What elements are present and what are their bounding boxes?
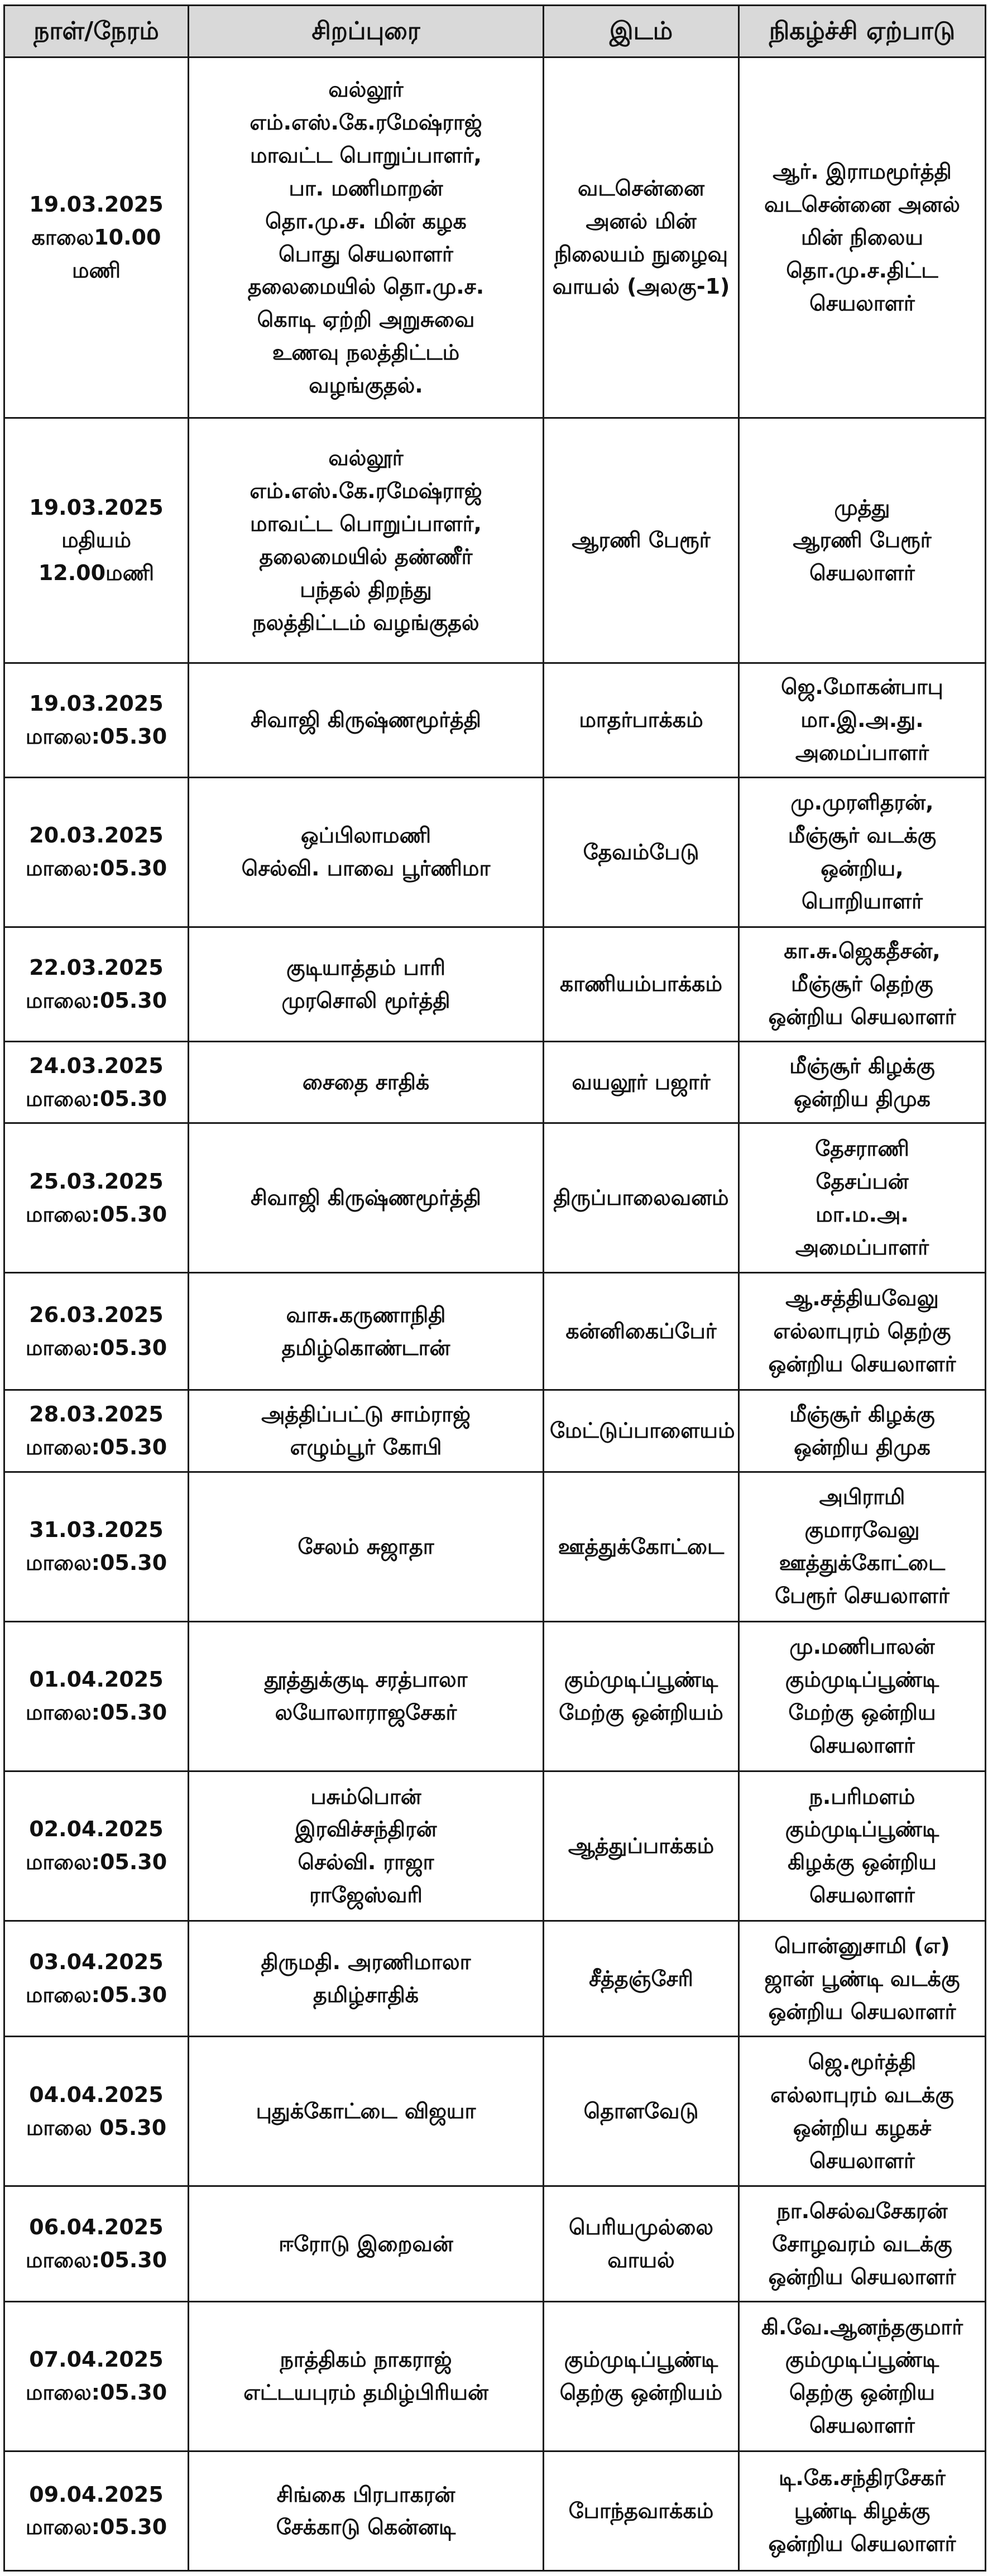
table-row [4,1273,986,1390]
cell-organizer-line: மேற்கு ஒன்றிய [788,1700,936,1725]
cell-organizer [739,1390,986,1472]
cell-organizer-line: எல்லாபுரம் தெற்கு [773,1319,951,1344]
table-row [4,927,986,1041]
cell-organizer [739,2186,986,2301]
table-row [4,663,986,777]
header-venue: இடம் [544,6,739,58]
cell-organizer [739,1041,986,1123]
cell-organizer-line: கா.சு.ஜெகதீசன், [784,939,941,964]
cell-speakers-line: அத்திப்பட்டு சாம்ராஜ் [261,1402,471,1426]
cell-venue-line: பெரியமுல்லை [568,2215,714,2240]
cell-speakers-line: நாத்திகம் நாகராஜ் [280,2347,452,2372]
cell-organizer-line: ஒன்றிய செயலாளர் [768,2531,956,2556]
cell-speakers-line: சைதை சாதிக் [302,1070,430,1095]
cell-organizer [739,1921,986,2037]
cell-date-time [4,2301,189,2451]
cell-organizer-line: பூண்டி கிழக்கு [794,2498,931,2523]
cell-speakers [189,418,544,663]
cell-organizer [739,1771,986,1921]
cell-organizer-line: ஆ.சத்தியவேலு [785,1286,939,1311]
cell-organizer-line: ஒன்றிய செயலாளர் [768,1999,956,2024]
cell-venue-line: வயலூர் பஜார் [572,1070,711,1095]
cell-speakers [189,58,544,418]
cell-organizer-line: டி.கே.சந்திரசேகர் [779,2465,946,2491]
cell-organizer-line: தெற்கு ஒன்றிய [789,2380,935,2405]
cell-organizer-line: மா.இ.அ.து. [800,707,924,732]
cell-speakers-line: எழும்பூர் கோபி [290,1434,442,1459]
cell-speakers [189,1921,544,2037]
cell-speakers-line: பொது செயலாளர் [279,241,453,266]
cell-organizer-line: வடசென்னை அனல் [764,192,960,217]
cell-speakers-line: சேக்காடு கென்னடி [276,2515,456,2540]
cell-venue-line: வாயல் (அலகு-1) [552,274,730,299]
cell-organizer [739,1273,986,1390]
cell-organizer-line: தொ.மு.ச.திட்ட [786,257,938,283]
cell-venue [544,663,739,777]
cell-venue [544,2037,739,2186]
cell-venue [544,1472,739,1621]
cell-venue-line: போந்தவாக்கம் [568,2498,714,2523]
cell-venue-line: தொளவேடு [583,2099,699,2124]
cell-organizer-line: மீஞ்சூர் கிழக்கு [789,1402,935,1426]
cell-venue-line: ஊத்துக்கோட்டை [558,1534,725,1559]
header-row [4,6,986,58]
cell-speakers-line: செல்வி. பாவை பூர்ணிமா [241,856,491,881]
cell-organizer-line: ஜான் பூண்டி வடக்கு [764,1966,960,1991]
cell-organizer-line: அமைப்பாளர் [795,740,929,765]
cell-speakers-line: தலைமையில் தண்ணீர் [259,544,473,569]
cell-speakers-line: மாவட்ட பொறுப்பாளர், [250,142,482,167]
cell-organizer-line: ஒன்றிய செயலாளர் [768,2264,956,2289]
cell-date-time-line: மாலை:05.30 [25,1700,167,1725]
cell-organizer [739,1621,986,1771]
cell-organizer-line: செயலாளர் [809,1733,915,1758]
cell-organizer-line: செயலாளர் [809,2148,915,2173]
cell-date-time [4,1041,189,1123]
cell-venue [544,1771,739,1921]
cell-date-time [4,418,189,663]
cell-venue [544,2451,739,2570]
cell-organizer-line: அமைப்பாளர் [795,1234,929,1260]
cell-date-time-line: 06.04.2025 [29,2215,164,2240]
cell-date-time [4,1771,189,1921]
cell-organizer [739,2037,986,2186]
cell-venue [544,1041,739,1123]
cell-date-time-line: மாலை:05.30 [25,724,167,749]
cell-venue-line: கும்முடிப்பூண்டி [564,1667,718,1692]
cell-date-time-line: 20.03.2025 [29,823,164,848]
table-row [4,1771,986,1921]
cell-organizer-line: மு.மணிபாலன் [789,1634,935,1659]
cell-speakers-line: திருமதி. அரணிமாலா [261,1950,471,1975]
cell-speakers [189,2037,544,2186]
cell-venue-line: மேட்டுப்பாளையம் [550,1418,735,1443]
table-row [4,2186,986,2301]
cell-speakers [189,1771,544,1921]
cell-date-time-line: காலை10.00 [31,225,161,250]
cell-speakers-line: சிவாஜி கிருஷ்ணமூர்த்தி [251,1185,481,1210]
cell-date-time [4,927,189,1041]
cell-venue [544,1621,739,1771]
cell-speakers-line: சிங்கை பிரபாகரன் [276,2482,455,2507]
cell-organizer-line: கி.வே.ஆனந்தகுமார் [761,2314,963,2339]
cell-speakers-line: கொடி ஏற்றி அறுசுவை [257,307,475,332]
cell-organizer-line: ஒன்றிய திமுக [794,1434,931,1459]
cell-date-time-line: 28.03.2025 [29,1402,164,1426]
cell-organizer [739,418,986,663]
cell-venue-line: அனல் மின் [586,208,697,233]
table-row [4,2301,986,2451]
cell-venue [544,58,739,418]
cell-organizer-line: ஆர். இராமமூர்த்தி [773,159,952,184]
cell-speakers-line: நலத்திட்டம் வழங்குதல் [252,610,479,635]
cell-venue [544,777,739,927]
cell-venue-line: தெற்கு ஒன்றியம் [559,2380,723,2405]
event-schedule-table [3,4,986,2572]
cell-organizer-line: ஒன்றிய கழகச் [793,2115,932,2140]
cell-date-time [4,1390,189,1472]
cell-speakers-line: வல்லூர் [328,446,404,471]
cell-speakers-line: எம்.எஸ்.கே.ரமேஷ்ராஜ் [250,109,482,135]
cell-organizer-line: செயலாளர் [809,290,915,315]
table-row [4,777,986,927]
cell-date-time [4,1273,189,1390]
cell-organizer-line: செயலாளர் [809,1883,915,1908]
cell-venue-line: தேவம்பேடு [583,839,699,864]
cell-speakers-line: வாசு.கருணாநிதி [286,1302,446,1327]
cell-speakers [189,777,544,927]
cell-date-time-line: மாலை:05.30 [25,1850,167,1875]
cell-date-time-line: மாலை:05.30 [25,1550,167,1576]
cell-date-time [4,2451,189,2570]
cell-date-time-line: மதியம் [61,528,131,553]
cell-venue-line: ஆத்துப்பாக்கம் [568,1833,714,1858]
cell-organizer [739,58,986,418]
cell-organizer [739,1123,986,1273]
cell-speakers-line: செல்வி. ராஜா [298,1850,434,1875]
cell-venue-line: வாயல் [607,2248,675,2273]
cell-speakers-line: இரவிச்சந்திரன் [295,1817,437,1842]
cell-organizer-line: கும்முடிப்பூண்டி [785,2347,939,2372]
cell-date-time-line: 19.03.2025 [29,495,164,520]
cell-speakers [189,927,544,1041]
cell-venue [544,1123,739,1273]
cell-organizer [739,777,986,927]
cell-venue [544,2301,739,2451]
cell-organizer-line: கிழக்கு ஒன்றிய [788,1850,937,1875]
table-row [4,58,986,418]
table-row [4,1123,986,1273]
cell-speakers-line: ராஜேஸ்வரி [309,1883,423,1908]
cell-speakers-line: எம்.எஸ்.கே.ரமேஷ்ராஜ் [250,478,482,504]
cell-speakers-line: பசும்பொன் [310,1784,421,1809]
cell-date-time-line: மாலை:05.30 [25,1086,167,1111]
cell-date-time [4,663,189,777]
cell-date-time-line: மாலை:05.30 [25,1201,167,1227]
cell-organizer-line: மு.முரளிதரன், [790,790,934,815]
cell-date-time-line: மாலை:05.30 [25,2248,167,2273]
cell-speakers-line: பந்தல் திறந்து [300,577,432,602]
table-row [4,418,986,663]
cell-organizer-line: ஜெ.மோகன்பாபு [781,674,943,700]
cell-date-time-line: 19.03.2025 [29,192,164,217]
cell-date-time-line: 25.03.2025 [29,1169,164,1194]
cell-organizer-line: கும்முடிப்பூண்டி [785,1667,939,1692]
cell-date-time-line: மணி [71,257,121,283]
cell-date-time [4,58,189,418]
cell-date-time-line: 19.03.2025 [29,691,164,716]
cell-organizer-line: எல்லாபுரம் வடக்கு [770,2082,954,2107]
cell-date-time-line: மாலை:05.30 [25,988,167,1013]
cell-speakers [189,1472,544,1621]
cell-speakers-line: உணவு நலத்திட்டம் [272,340,460,365]
cell-date-time [4,1123,189,1273]
cell-venue-line: சீத்தஞ்சேரி [589,1966,693,1991]
cell-date-time-line: மாலை:05.30 [25,1434,167,1459]
table-row [4,1621,986,1771]
cell-date-time-line: மாலை 05.30 [26,2115,167,2140]
cell-date-time [4,2037,189,2186]
cell-speakers [189,1273,544,1390]
cell-organizer-line: சோழவரம் வடக்கு [772,2231,952,2256]
cell-organizer [739,927,986,1041]
cell-date-time-line: 09.04.2025 [29,2482,164,2507]
cell-venue-line: நிலையம் நுழைவு [554,241,728,266]
schedule-sheet [3,4,985,2572]
cell-organizer-line: ஒன்றிய திமுக [794,1086,931,1111]
cell-date-time-line: மாலை:05.30 [25,1335,167,1360]
cell-speakers-line: ஈரோடு இறைவன் [279,2231,453,2256]
cell-venue-line: திருப்பாலைவனம் [553,1185,729,1210]
cell-venue-line: ஆரணி பேரூர் [572,528,711,553]
cell-speakers [189,2186,544,2301]
cell-venue [544,1390,739,1472]
cell-date-time-line: மாலை:05.30 [25,856,167,881]
cell-date-time-line: 01.04.2025 [29,1667,164,1692]
cell-speakers [189,2301,544,2451]
cell-organizer-line: முத்து [834,495,890,520]
cell-date-time-line: 03.04.2025 [29,1950,164,1975]
cell-date-time-line: 26.03.2025 [29,1302,164,1327]
cell-organizer-line: தேசராணி [815,1136,909,1161]
cell-venue-line: மாதர்பாக்கம் [579,707,703,732]
table-row [4,1390,986,1472]
cell-speakers-line: ஒப்பிலாமணி [300,823,431,848]
cell-organizer-line: மின் நிலைய [800,225,924,250]
cell-speakers [189,1041,544,1123]
cell-date-time [4,2186,189,2301]
cell-date-time-line: மாலை:05.30 [25,2380,167,2405]
cell-date-time-line: 31.03.2025 [29,1517,164,1543]
cell-organizer-line: ந.பரிமளம் [809,1784,915,1809]
header-date-time: நாள்/நேரம் [4,6,189,58]
cell-organizer-line: ஒன்றிய செயலாளர் [768,1352,956,1377]
cell-speakers-line: தொ.மு.ச. மின் கழக [265,208,467,233]
table-row [4,1921,986,2037]
cell-organizer [739,663,986,777]
cell-speakers-line: வழங்குதல். [309,373,423,398]
cell-speakers-line: பா. மணிமாறன் [289,175,443,200]
cell-speakers-line: முரசொலி மூர்த்தி [281,988,450,1013]
cell-venue-line: மேற்கு ஒன்றியம் [559,1700,723,1725]
cell-venue [544,418,739,663]
cell-speakers-line: வல்லூர் [328,77,404,102]
cell-speakers-line: தமிழ்கொண்டான் [281,1335,450,1360]
cell-date-time-line: 24.03.2025 [29,1053,164,1078]
cell-speakers-line: சேலம் சுஜாதா [298,1534,434,1559]
cell-date-time-line: மாலை:05.30 [25,2515,167,2540]
cell-speakers [189,1621,544,1771]
cell-speakers-line: தமிழ்சாதிக் [313,1983,419,2008]
cell-organizer [739,2301,986,2451]
cell-organizer [739,2451,986,2570]
cell-date-time-line: 22.03.2025 [29,955,164,980]
cell-date-time [4,1621,189,1771]
cell-organizer-line: கும்முடிப்பூண்டி [785,1817,939,1842]
cell-speakers-line: லயோலாராஜசேகர் [275,1700,457,1725]
cell-organizer-line: நா.செல்வசேகரன் [776,2198,948,2223]
cell-date-time [4,1472,189,1621]
cell-venue-line: கன்னிகைப்பேர் [565,1319,717,1344]
cell-venue-line: காணியம்பாக்கம் [559,971,723,997]
cell-speakers [189,1123,544,1273]
cell-date-time-line: 04.04.2025 [29,2082,164,2107]
cell-organizer-line: குமாரவேலு [804,1517,920,1543]
cell-speakers-line: தலைமையில் தொ.மு.ச. [247,274,485,299]
cell-date-time-line: 12.00மணி [38,561,155,586]
cell-organizer-line: ஒன்றிய செயலாளர் [768,1004,956,1030]
cell-organizer-line: மீஞ்சூர் தெற்கு [791,971,933,997]
cell-organizer-line: ஒன்றிய, [821,856,904,881]
cell-speakers-line: குடியாத்தம் பாரி [286,955,446,980]
table-row [4,2451,986,2570]
cell-organizer-line: செயலாளர் [809,2413,915,2438]
cell-organizer-line: மீஞ்சூர் கிழக்கு [789,1053,935,1078]
cell-organizer-line: பொறியாளர் [802,889,923,914]
table-row [4,2037,986,2186]
cell-speakers-line: தூத்துக்குடி சரத்பாலா [264,1667,468,1692]
cell-speakers [189,663,544,777]
cell-date-time-line: 02.04.2025 [29,1817,164,1842]
cell-organizer-line: பொன்னுசாமி (எ) [774,1933,950,1958]
cell-venue [544,927,739,1041]
cell-date-time-line: 07.04.2025 [29,2347,164,2372]
cell-speakers-line: மாவட்ட பொறுப்பாளர், [250,511,482,536]
cell-organizer-line: ஊத்துக்கோட்டை [779,1550,946,1576]
cell-venue-line: கும்முடிப்பூண்டி [564,2347,718,2372]
cell-venue [544,1273,739,1390]
table-row [4,1041,986,1123]
cell-venue-line: வடசென்னை [578,175,704,200]
cell-speakers-line: புதுக்கோட்டை விஜயா [256,2099,476,2124]
cell-speakers [189,2451,544,2570]
cell-venue [544,1921,739,2037]
cell-organizer-line: அபிராமி [819,1485,905,1510]
header-organizer: நிகழ்ச்சி ஏற்பாடு [739,6,986,58]
cell-organizer-line: ஜெ.மூர்த்தி [808,2050,917,2075]
cell-speakers-line: சிவாஜி கிருஷ்ணமூர்த்தி [251,707,481,732]
cell-organizer-line: மா.ம.அ. [816,1201,909,1227]
cell-date-time-line: மாலை:05.30 [25,1983,167,2008]
cell-organizer-line: ஆரணி பேரூர் [793,528,932,553]
cell-date-time [4,1921,189,2037]
cell-organizer-line: மீஞ்சூர் வடக்கு [788,823,937,848]
cell-speakers [189,1390,544,1472]
cell-organizer-line: பேரூர் செயலாளர் [775,1583,949,1608]
cell-organizer-line: தேசப்பன் [816,1169,909,1194]
cell-organizer-line: செயலாளர் [809,561,915,586]
cell-date-time [4,777,189,927]
cell-venue [544,2186,739,2301]
header-speakers: சிறப்புரை [189,6,544,58]
cell-organizer [739,1472,986,1621]
table-row [4,1472,986,1621]
cell-speakers-line: எட்டயபுரம் தமிழ்பிரியன் [243,2380,488,2405]
